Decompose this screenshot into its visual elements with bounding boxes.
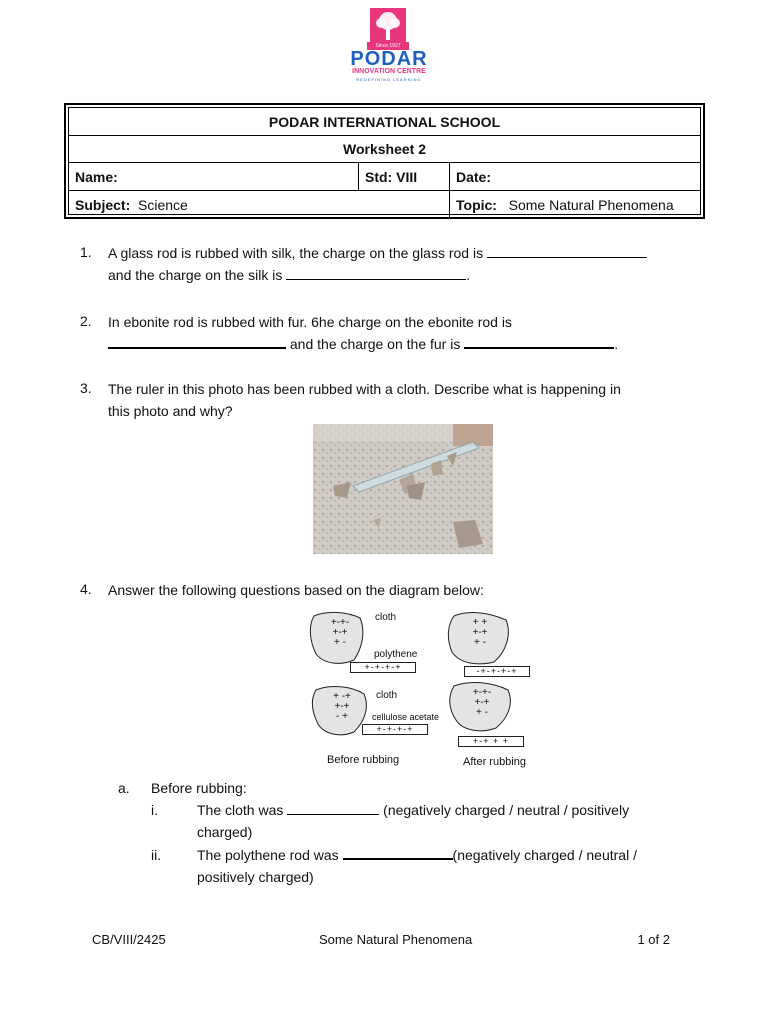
q3-number: 3. [80,380,92,396]
cloth3-charges: + -+ +-+ - + [333,691,351,722]
q4aii-text: The polythene rod was (negatively charged / neutral / positively charged) [197,844,697,888]
q4aii-number: ii. [151,847,162,863]
worksheet-row [69,136,700,163]
footer-code: CB/VIII/2425 [92,932,166,947]
q4ai-blank[interactable] [287,800,379,815]
charge-diagram [308,608,548,773]
school-logo [337,4,441,88]
topic-cell [450,191,706,218]
logo-tagline: REDEFINING LEARNING [356,77,422,82]
q4aii-blank[interactable] [343,844,453,860]
worksheet-title: Worksheet 2 [343,141,426,157]
polythene-bar-before: +-+-+-+ [350,662,416,673]
std-cell [359,163,450,190]
q1-line2: and the charge on the silk is [108,267,283,283]
q2-blank-2[interactable] [464,333,614,349]
q1-blank-1[interactable] [487,243,647,258]
q2-line1: In ebonite rod is rubbed with fur. 6he charge on the ebonite rod is [108,314,512,330]
cellulose-label: cellulose acetate [372,712,440,722]
question-3 [108,378,708,422]
date-label: Date: [456,168,492,185]
before-rubbing-label: Before rubbing [327,754,400,766]
q4ai-text: The cloth was (negatively charged / neutral / positively charged) [197,802,630,840]
subject-label: Subject: [75,196,131,213]
q3-line1: The ruler in this photo has been rubbed with a cloth. Describe what is happening in [108,381,621,397]
cellulose-bar-after: +-+ + + [458,736,524,747]
footer-title: Some Natural Phenomena [319,932,473,947]
logo-brand: PODAR [350,48,428,70]
worksheet-header-table [64,103,705,219]
logo-since: Since 1927 [367,42,409,50]
subject-row [69,191,700,218]
q4-text: Answer the following questions based on the diagram below: [108,582,484,598]
logo-subtitle: INNOVATION CENTRE [352,68,426,75]
q4a-number: a. [118,780,130,796]
q3-line2: this photo and why? [108,403,233,419]
name-row [69,163,700,191]
topic-label: Topic: [456,196,497,213]
q1-number: 1. [80,244,92,260]
ruler-photo [313,424,493,554]
tree-logo-icon [370,8,406,44]
cloth2-charges: + + +-+ + - [472,617,488,648]
q1-line1: A glass rod is rubbed with silk, the charge on the glass rod is [108,245,484,261]
cloth4-charges: +-+- +-+ + - [472,687,492,718]
q1-blank-2[interactable] [286,265,466,280]
school-row [69,108,700,136]
page-footer [64,932,705,950]
cellulose-bar-before: +-+-+-+ [362,724,428,735]
q2-line2: and the charge on the fur is [289,336,461,352]
subject-value: Science [138,196,188,213]
q4a-text: Before rubbing: [151,780,247,796]
after-rubbing-label: After rubbing [463,756,526,768]
polythene-label: polythene [374,649,418,660]
question-1: A glass rod is rubbed with silk, the charge on the glass rod is and the charge on the silk is . [108,242,708,286]
std-value: VIII [396,168,418,185]
subject-cell [69,191,445,218]
std-label: Std: [365,168,393,185]
name-label: Name: [75,168,118,185]
q4-number: 4. [80,581,92,597]
cloth1-charges: +-+- +-+ + - [330,617,350,648]
cloth-label-1: cloth [375,612,397,623]
q2-blank-1[interactable] [108,333,286,349]
school-name: PODAR INTERNATIONAL SCHOOL [268,113,501,130]
polythene-bar-after: -+-+-+-+ [464,666,530,677]
q4ai-number: i. [151,802,158,818]
footer-page: 1 of 2 [637,932,670,947]
cloth-label-2: cloth [376,690,398,701]
question-2: In ebonite rod is rubbed with fur. 6he charge on the ebonite rod is and the charge on the fur is . [108,314,619,352]
q2-number: 2. [80,313,92,329]
topic-value: Some Natural Phenomena [508,196,674,213]
